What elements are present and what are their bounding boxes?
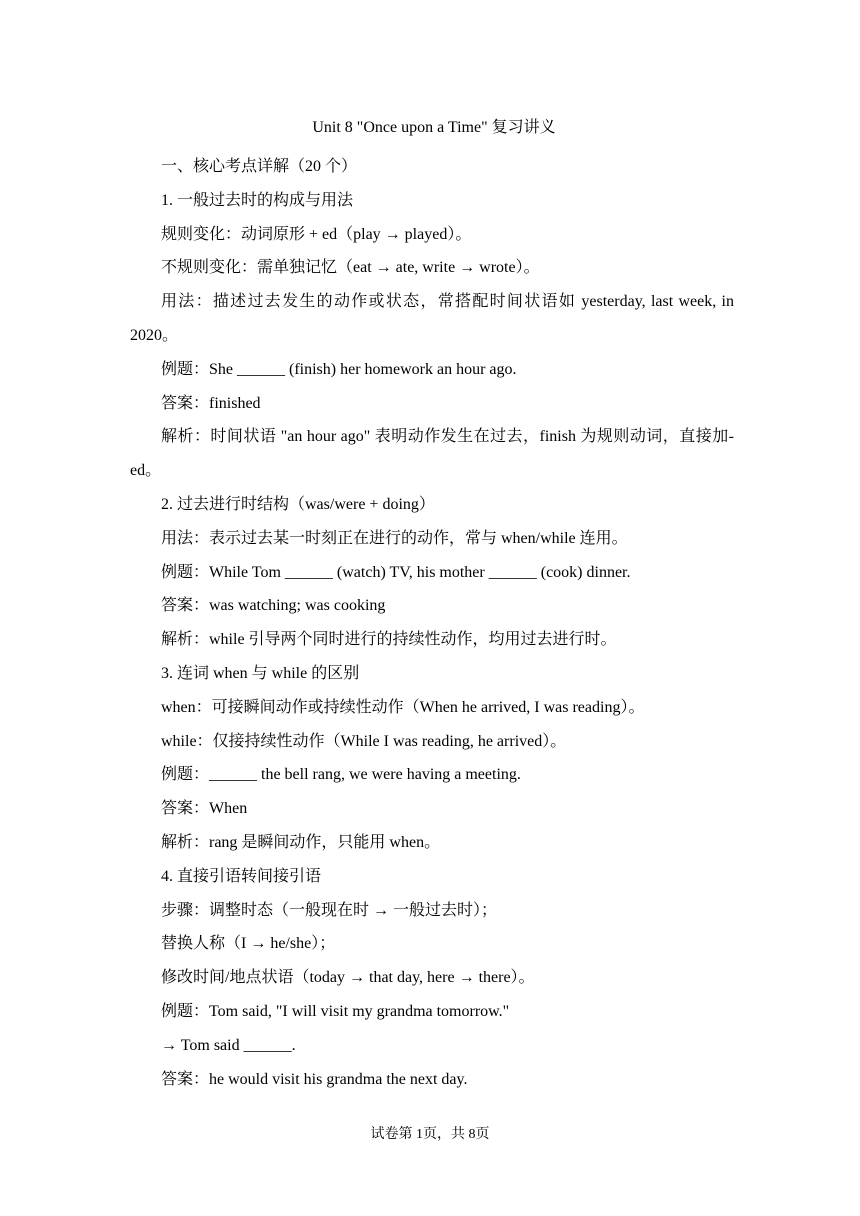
- paragraph: 不规则变化：需单独记忆（eat → ate, write → wrote）。: [161, 259, 540, 277]
- example-question: → Tom said ______.: [161, 1036, 296, 1054]
- paragraph: when：可接瞬间动作或持续性动作（When he arrived, I was reading）。: [161, 698, 645, 716]
- example-question: 例题：______ the bell rang, we were having a meeting.: [161, 766, 521, 784]
- paragraph: 用法：表示过去某一时刻正在进行的动作，常与 when/while 连用。: [161, 529, 628, 547]
- answer: 答案：finished: [161, 394, 261, 412]
- document-body: [130, 150, 734, 1096]
- answer: 答案：was watching; was cooking: [161, 597, 386, 615]
- paragraph: 修改时间/地点状语（today → that day, here → there）。: [161, 969, 535, 987]
- explanation: 解析：时间状语 "an hour ago" 表明动作发生在过去，finish 为规则动词，直接加-ed。: [130, 428, 734, 480]
- topic-heading-2: 2. 过去进行时结构（was/were + doing）: [161, 495, 435, 513]
- example-question: 例题：Tom said, "I will visit my grandma tomorrow.": [161, 1002, 510, 1020]
- topic-heading-4: 4. 直接引语转间接引语: [161, 867, 322, 885]
- topic-heading-3: 3. 连词 when 与 while 的区别: [161, 664, 360, 682]
- answer: 答案：he would visit his grandma the next day.: [161, 1070, 468, 1088]
- page-footer: 试卷第 1页，共 8页: [370, 1127, 490, 1142]
- paragraph: 替换人称（I → he/she）；: [161, 935, 336, 953]
- topic-heading-1: 1. 一般过去时的构成与用法: [161, 191, 354, 209]
- paragraph: while：仅接持续性动作（While I was reading, he arrived）。: [161, 732, 567, 750]
- document-title: Unit 8 "Once upon a Time" 复习讲义: [312, 119, 556, 136]
- paragraph: 规则变化：动词原形 + ed（play → played）。: [161, 225, 472, 243]
- explanation: 解析：rang 是瞬间动作，只能用 when。: [161, 833, 441, 851]
- answer: 答案：When: [161, 800, 248, 818]
- explanation: 解析：while 引导两个同时进行的持续性动作，均用过去进行时。: [161, 631, 617, 649]
- paragraph: 用法：描述过去发生的动作或状态，常搭配时间状语如 yesterday, last week, in 2020。: [130, 293, 734, 344]
- example-question: 例题：While Tom ______ (watch) TV, his mother ______ (cook) dinner.: [161, 563, 631, 581]
- example-question: 例题：She ______ (finish) her homework an hour ago.: [161, 360, 517, 378]
- paragraph: 步骤：调整时态（一般现在时 → 一般过去时）；: [161, 901, 498, 919]
- section-heading: 一、核心考点详解（20 个）: [161, 158, 358, 175]
